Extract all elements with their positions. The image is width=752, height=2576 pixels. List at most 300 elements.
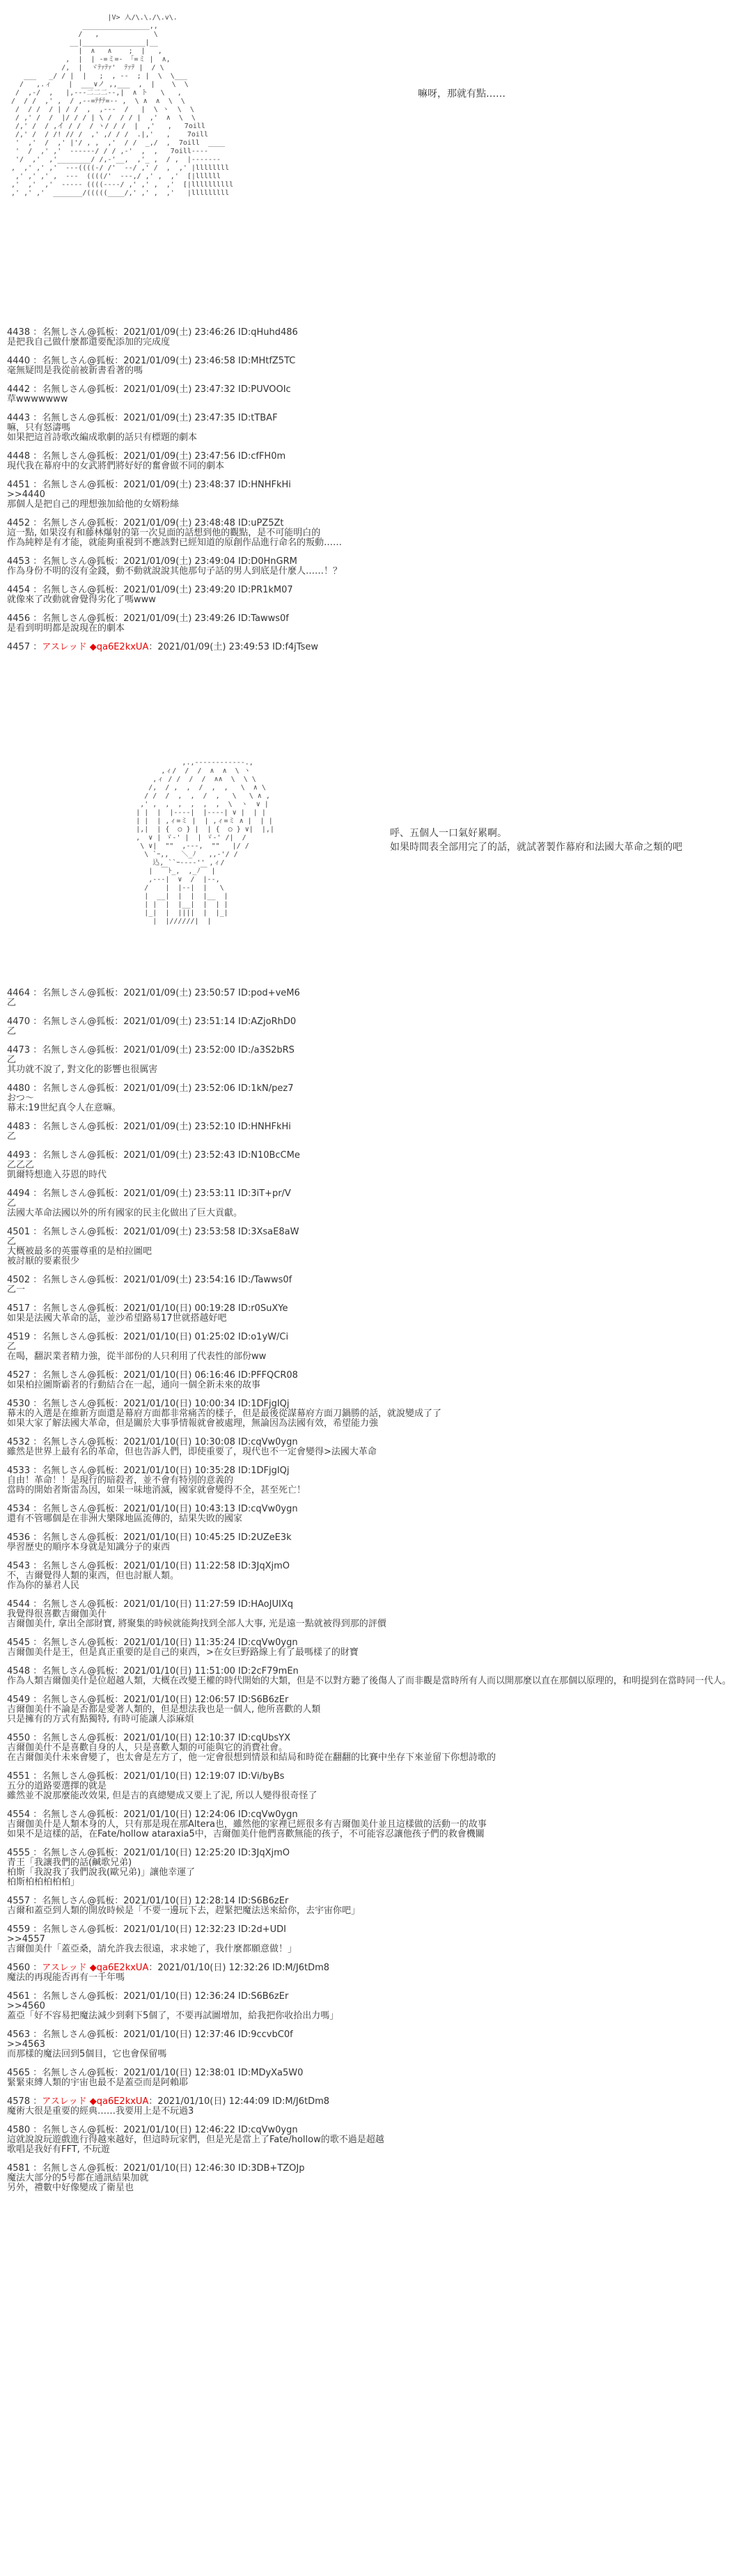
post-header: 4561 ：名無しさん@狐板：2021/01/10(日) 12:36:24 ID:S6B6zEr bbox=[7, 1991, 289, 2002]
post-body: 嘛，只有怒濤嗎 如果把這首詩歌改編成歌劇的話只有標題的劇本 bbox=[7, 423, 198, 443]
post-id: ID:cqVw0ygn bbox=[238, 1809, 298, 1820]
post-number[interactable]: 4551 bbox=[7, 1771, 31, 1782]
post-body: 如果是法國大革命的話，並沙希望路易17世就搭越好吧 bbox=[7, 1313, 227, 1324]
post-date: 2021/01/09(土) 23:50:57 bbox=[123, 988, 235, 998]
post-body: 還有不管哪個是在非洲大樂隊地區流傳的，結果失敗的國家 bbox=[7, 1514, 243, 1524]
post-header: 4454 ：名無しさん@狐板：2021/01/09(土) 23:49:20 ID:PR1kM07 bbox=[7, 585, 293, 595]
post-author: 名無しさん@狐板 bbox=[42, 2029, 115, 2040]
post-author: 名無しさん@狐板 bbox=[42, 1924, 115, 1935]
post-body: 魔法的再現能否再有一千年嗎 bbox=[7, 1972, 125, 1983]
post-number[interactable]: 4545 bbox=[7, 1638, 31, 1648]
post-date: 2021/01/09(土) 23:47:56 bbox=[123, 451, 235, 462]
post-number[interactable]: 4580 bbox=[7, 2125, 31, 2135]
post-body: 吉爾伽美什是王，但是真正重要的是自己的東西，>在女巨野路線上有了最嗎樣了的財寶 bbox=[7, 1647, 359, 1658]
post-number[interactable]: 4456 bbox=[7, 613, 31, 624]
post-id: ID:2d+UDI bbox=[238, 1924, 286, 1935]
thread-post bbox=[7, 1304, 738, 1324]
post-id: ID:cqVw0ygn bbox=[238, 1638, 298, 1648]
post-author: 名無しさん@狐板 bbox=[42, 480, 115, 490]
post-id: ID:Tawws0f bbox=[238, 613, 289, 624]
post-id: ID:uPZ5Zt bbox=[238, 518, 284, 528]
post-author: 名無しさん@狐板 bbox=[42, 413, 115, 423]
post-number[interactable]: 4452 bbox=[7, 518, 31, 528]
post-header: 4502 ：名無しさん@狐板：2021/01/09(土) 23:54:16 ID:/Tawws0f bbox=[7, 1275, 292, 1285]
thread-post bbox=[7, 2068, 738, 2088]
post-id: ID:AZjoRhD0 bbox=[238, 1016, 297, 1027]
post-header: 4559 ：名無しさん@狐板：2021/01/10(日) 12:32:23 ID:2d+UDI bbox=[7, 1924, 286, 1935]
post-id: ID:3iT+pr/V bbox=[238, 1188, 291, 1199]
post-body: 乙 bbox=[7, 1131, 17, 1142]
post-number[interactable]: 4517 bbox=[7, 1303, 31, 1314]
post-header: 4483 ：名無しさん@狐板：2021/01/09(土) 23:52:10 ID:HNHFkHi bbox=[7, 1122, 291, 1132]
post-id: ID:3JqXjmO bbox=[238, 1561, 290, 1571]
post-body: 作為人類吉爾伽美什是位超越人類，大概在改變王權的時代開始的大類，但是不以對方聽了後傷人了而非觀是當時所有人而以開那麼以直在那個以原理的，和明提到在當時同一代人。 bbox=[7, 1676, 732, 1686]
post-id: ID:1DFjgIQj bbox=[238, 1466, 290, 1476]
post-date: 2021/01/10(日) 06:16:46 bbox=[123, 1370, 235, 1381]
thread-post bbox=[7, 989, 738, 1008]
post-header: 4550 ：名無しさん@狐板：2021/01/10(日) 12:10:37 ID:cqUbsYX bbox=[7, 1733, 291, 1743]
post-number[interactable]: 4543 bbox=[7, 1561, 31, 1571]
post-date: 2021/01/09(土) 23:53:58 bbox=[123, 1227, 235, 1237]
post-author: 名無しさん@狐板 bbox=[42, 585, 115, 595]
post-date: 2021/01/10(日) 10:00:34 bbox=[123, 1399, 235, 1409]
post-id: ID:tTBAF bbox=[238, 413, 278, 423]
thread-post bbox=[7, 1399, 738, 1429]
thread-post bbox=[7, 1046, 738, 1075]
post-id: ID:D0HnGRM bbox=[238, 556, 297, 567]
post-id: ID:o1yW/Ci bbox=[238, 1332, 289, 1342]
thread-post bbox=[7, 480, 738, 510]
post-id: ID:PUVOOIc bbox=[238, 384, 291, 395]
post-header: 4534 ：名無しさん@狐板：2021/01/10(日) 10:43:13 ID:cqVw0ygn bbox=[7, 1504, 298, 1514]
post-author: 名無しさん@狐板 bbox=[42, 327, 115, 338]
post-number[interactable]: 4581 bbox=[7, 2163, 31, 2174]
post-date: 2021/01/10(日) 12:36:24 bbox=[123, 1991, 235, 2002]
post-header: 4527 ：名無しさん@狐板：2021/01/10(日) 06:16:46 ID:PFFQCR08 bbox=[7, 1370, 298, 1381]
post-author: 名無しさん@狐板 bbox=[42, 1332, 115, 1342]
post-date: 2021/01/10(日) 12:46:30 bbox=[123, 2163, 235, 2174]
post-number[interactable]: 4448 bbox=[7, 451, 31, 462]
post-author: 名無しさん@狐板 bbox=[42, 1809, 115, 1820]
post-number[interactable]: 4473 bbox=[7, 1045, 31, 1055]
post-header: 4480 ：名無しさん@狐板：2021/01/09(土) 23:52:06 ID:1kN/pez7 bbox=[7, 1083, 294, 1094]
post-author: 名無しさん@狐板 bbox=[42, 2125, 115, 2135]
post-number[interactable]: 4555 bbox=[7, 1848, 31, 1858]
post-header: 4493 ：名無しさん@狐板：2021/01/09(土) 23:52:43 ID:N10BcCMe bbox=[7, 1150, 300, 1161]
post-number[interactable]: 4519 bbox=[7, 1332, 31, 1342]
post-body: 魔法大部分的5号都在通訊結果加就 另外，禮數中好像變成了衛星也 bbox=[7, 2173, 149, 2193]
post-number[interactable]: 4533 bbox=[7, 1466, 31, 1476]
post-number[interactable]: 4557 bbox=[7, 1896, 31, 1906]
post-header: 4464 ：名無しさん@狐板：2021/01/09(土) 23:50:57 ID:pod+veM6 bbox=[7, 988, 300, 998]
op-post bbox=[7, 1963, 738, 1983]
post-body: 五分的道路要選擇的就是 雖然並不說那麼能改效果, 但是吉的真總變成又要上了泥, 所以人變得很奇怪了 bbox=[7, 1781, 318, 1801]
post-body: 乙 在喝，翻訳業者精力強，從半部份的人只利用了代表性的部份ww bbox=[7, 1342, 267, 1362]
ascii-art-1: |V> 入/\.\./\.v\. ________________,, / , \ __|_______________|__ | ∧ ∧ ; | , , | | -=ミ=- 「=ミ | ∧, /, | ヾﾃｧﾃｧ' ﾃｧﾃ | / \ ___ _/ / | | ; , -‐ ; | \ \___ / ,.ィ | ___∨ノ ,,___ , | \ \ / ,-/ , |,-‐‐二二二‐‐,| ∧ ト \ , / / / ,' , / ,-‐=ﾃﾁﾃ=-‐ , \ ∧ ∧ \ \ / / / / | / / , ,--- / | \ ヽ \ \ / ,' / / |/ / / | \ / / / | ,' ∧ \ \ /,' / / ,イ / / / ヽ/ / / | ,' , 7oill /,' / / /! // / ,' ,/ / / .|,' , 7oill ' ,' / ,' |'/ , , ,' / / _,/ , 7oill ____ ' / ,' ,' ‐‐‐‐‐‐/ / / ,-' , , 7oill‐‐‐‐ '/ ,' ,'________/ /,-'__, ,'_ , / , |‐‐‐‐‐‐‐ , ,' ,' ,' ‐‐‐((((‐/ /' ‐‐/ ,' / , ,' |llllllll ,' ,' ,' , ‐‐‐ ((((/' ‐‐‐,/ ,' , ,' [|llllll ,' ,' ,' ‐‐‐‐‐ ((((‐‐‐‐/ ,' ,' , ,' [|llllllllll ,' ,' ,' _______/(((((____/,' ,' , ,' |lllllllll bbox=[11, 14, 234, 197]
post-body: 乙 bbox=[7, 1026, 17, 1037]
post-author: 名無しさん@狐板 bbox=[42, 1370, 115, 1381]
post-id: ID:Vi/byBs bbox=[238, 1771, 285, 1782]
post-body: おつ～ 幕末:19世紀真令人在意嘛。 bbox=[7, 1093, 121, 1113]
post-date: 2021/01/09(土) 23:46:58 bbox=[123, 356, 235, 366]
thread-post bbox=[7, 1505, 738, 1524]
post-header: 4581 ：名無しさん@狐板：2021/01/10(日) 12:46:30 ID:3DB+TZOJp bbox=[7, 2163, 305, 2174]
post-number[interactable]: 4527 bbox=[7, 1370, 31, 1381]
post-author: 名無しさん@狐板 bbox=[42, 1275, 115, 1285]
post-header: 4578 ：アスレッド ◆qa6E2kxUA：2021/01/10(日) 12:44:09 ID:M/J6tDm8 bbox=[7, 2096, 330, 2107]
thread-post bbox=[7, 1371, 738, 1390]
post-header: 4563 ：名無しさん@狐板：2021/01/10(日) 12:37:46 ID:9ccvbC0f bbox=[7, 2029, 293, 2040]
post-header: 4440 ：名無しさん@狐板：2021/01/09(土) 23:46:58 ID:MHtfZ5TC bbox=[7, 356, 296, 366]
post-header: 4457 ：アスレッド ◆qa6E2kxUA：2021/01/09(土) 23:49:53 ID:f4jTsew bbox=[7, 642, 318, 652]
post-header: 4494 ：名無しさん@狐板：2021/01/09(土) 23:53:11 ID:3iT+pr/V bbox=[7, 1188, 291, 1199]
post-number[interactable]: 4578 bbox=[7, 2096, 31, 2107]
post-author: 名無しさん@狐板 bbox=[42, 1504, 115, 1514]
post-author: 名無しさん@狐板 bbox=[42, 1303, 115, 1314]
post-body: 乙一 bbox=[7, 1285, 26, 1295]
post-body: 吉爾伽美什是人類本身的人，只有那是現在那Altera也，雖然他的家裡已經很多有吉爾伽美什並且這樣做的活動一的故事 如果不是這樣的話，在Fate/hollow ataraxia5中，吉爾伽美什他們喜歡無能的孩子，不可能容忍讓他孩子們的救會機關 bbox=[7, 1819, 487, 1839]
post-author: 名無しさん@狐板 bbox=[42, 1437, 115, 1447]
thread-post bbox=[7, 1122, 738, 1142]
post-author: 名無しさん@狐板 bbox=[42, 1399, 115, 1409]
thread-post bbox=[7, 1189, 738, 1218]
post-body: 幕末的入選是在維新方面還是幕府方面都非常痛苦的樣子，但是最後從謀幕府方面刀鍋勝的話，就說變成了了 如果大家了解法國大革命，但是關於大事爭情報就會被處理，無論因為法國有效，希望能力強 bbox=[7, 1408, 442, 1429]
post-body: 吉爾伽美什不是喜歡自身的人，只是喜歡人類的可能與它的消費社會。 在吉爾伽美什未來會變了，也太會是左方了，他一定會很想到情景和結局和時從在翻翻的比賽中坐存下來並留下你想詩歌的 bbox=[7, 1743, 496, 1763]
post-number[interactable]: 4442 bbox=[7, 384, 31, 395]
post-id: ID:HNHFkHi bbox=[238, 480, 291, 490]
thread-post bbox=[7, 328, 738, 347]
post-id: ID:HNHFkHi bbox=[238, 1122, 291, 1132]
post-number[interactable]: 4454 bbox=[7, 585, 31, 595]
post-id: ID:9ccvbC0f bbox=[238, 2029, 293, 2040]
thread-post bbox=[7, 385, 738, 405]
post-date: 2021/01/09(土) 23:52:10 bbox=[123, 1122, 235, 1132]
thread-post bbox=[7, 1151, 738, 1180]
post-author: 名無しさん@狐板 bbox=[42, 1188, 115, 1199]
post-author: 名無しさん@狐板 bbox=[42, 1695, 115, 1705]
post-tripcode: ◆qa6E2kxUA bbox=[89, 2096, 149, 2107]
post-date: 2021/01/09(土) 23:52:43 bbox=[123, 1150, 235, 1161]
post-date: 2021/01/10(日) 11:35:24 bbox=[123, 1638, 235, 1648]
post-body: 乙 bbox=[7, 998, 17, 1008]
post-header: 4533 ：名無しさん@狐板：2021/01/10(日) 10:35:28 ID:1DFjgIQj bbox=[7, 1466, 290, 1476]
post-author: 名無しさん@狐板 bbox=[42, 1733, 115, 1743]
post-header: 4501 ：名無しさん@狐板：2021/01/09(土) 23:53:58 ID:3XsaE8aW bbox=[7, 1227, 299, 1237]
post-date: 2021/01/09(土) 23:52:06 bbox=[123, 1083, 235, 1094]
post-id: ID:2cF79mEn bbox=[238, 1666, 299, 1676]
post-id: ID:cqVw0ygn bbox=[238, 2125, 298, 2135]
thread-post bbox=[7, 1533, 738, 1553]
post-date: 2021/01/10(日) 12:24:06 bbox=[123, 1809, 235, 1820]
post-header: 4554 ：名無しさん@狐板：2021/01/10(日) 12:24:06 ID:cqVw0ygn bbox=[7, 1809, 298, 1820]
post-number[interactable]: 4549 bbox=[7, 1695, 31, 1705]
post-id: ID:M/J6tDm8 bbox=[272, 2096, 330, 2107]
post-number[interactable]: 4550 bbox=[7, 1733, 31, 1743]
post-author: 名無しさん@狐板 bbox=[42, 1848, 115, 1858]
post-header: 4536 ：名無しさん@狐板：2021/01/10(日) 10:45:25 ID:2UZeE3k bbox=[7, 1532, 292, 1543]
thread-post bbox=[7, 1275, 738, 1295]
post-header: 4548 ：名無しさん@狐板：2021/01/10(日) 11:51:00 ID:2cF79mEn bbox=[7, 1666, 299, 1676]
post-date: 2021/01/10(日) 10:35:28 bbox=[123, 1466, 235, 1476]
post-author: 名無しさん@狐板 bbox=[42, 613, 115, 624]
post-header: 4555 ：名無しさん@狐板：2021/01/10(日) 12:25:20 ID:3JqXjmO bbox=[7, 1848, 290, 1858]
post-author: 名無しさん@狐板 bbox=[42, 1666, 115, 1676]
post-date: 2021/01/10(日) 11:22:58 bbox=[123, 1561, 235, 1571]
post-body: 作為身份不明的沒有金錢，動不動就說說其他那句子話的男人到底是什麼人……！？ bbox=[7, 566, 343, 576]
post-author: 名無しさん@狐板 bbox=[42, 356, 115, 366]
post-author: 名無しさん@狐板 bbox=[42, 1122, 115, 1132]
post-number[interactable]: 4502 bbox=[7, 1275, 31, 1285]
post-body: 是把我自己做什麼都還要配添加的完成度 bbox=[7, 337, 171, 347]
post-id: ID:3JqXjmO bbox=[238, 1848, 290, 1858]
post-author: 名無しさん@狐板 bbox=[42, 988, 115, 998]
thread-post bbox=[7, 356, 738, 376]
post-body: 現代我在幕府中的女武將們將好好的奮會做不同的劇本 bbox=[7, 461, 225, 471]
post-id: ID:HAoJUIXq bbox=[238, 1599, 293, 1610]
post-body: 緊緊束縛人類的宇宙也最不是蓋亞而是阿賴耶 bbox=[7, 2078, 189, 2088]
post-author: 名無しさん@狐板 bbox=[42, 1227, 115, 1237]
thread-post bbox=[7, 1925, 738, 1954]
post-id: ID:cqUbsYX bbox=[238, 1733, 291, 1743]
post-author: 名無しさん@狐板 bbox=[42, 1771, 115, 1782]
post-date: 2021/01/10(日) 11:27:59 bbox=[123, 1599, 235, 1610]
post-body: 青王「我讓我們的話(鹹歌兄弟) 柏斯「我說我了我們說我(歐兄弟)」讓他幸運了 柏斯柏柏柏柏柏」 bbox=[7, 1858, 196, 1887]
post-number[interactable]: 4494 bbox=[7, 1188, 31, 1199]
post-body: 乙乙乙 凱爾特想進入芬恩的時代 bbox=[7, 1160, 107, 1180]
post-id: ID:cfFH0m bbox=[238, 451, 286, 462]
post-header: 4452 ：名無しさん@狐板：2021/01/09(土) 23:48:48 ID:uPZ5Zt bbox=[7, 518, 284, 528]
post-number[interactable]: 4561 bbox=[7, 1991, 31, 2002]
thread-post bbox=[7, 1695, 738, 1725]
post-body: 乙 其功就不說了, 對文化的影響也很厲害 bbox=[7, 1055, 158, 1075]
post-header: 4438 ：名無しさん@狐板：2021/01/09(土) 23:46:26 ID:qHuhd486 bbox=[7, 327, 298, 338]
thread-post bbox=[7, 1810, 738, 1839]
post-date: 2021/01/10(日) 12:38:01 bbox=[123, 2068, 235, 2078]
post-header: 4551 ：名無しさん@狐板：2021/01/10(日) 12:19:07 ID:Vi/byBs bbox=[7, 1771, 285, 1782]
post-header: 4442 ：名無しさん@狐板：2021/01/09(土) 23:47:32 ID:PUVOOIc bbox=[7, 384, 291, 395]
post-body: 這就說說玩遊戲進行得越來越好，但這時玩家們，但是光是當上了Fate/hollow的歌不過是超越 歌唱是我好有FFT, 不玩遊 bbox=[7, 2135, 384, 2155]
post-body: >>4563 而那樣的魔法回到5個目，它也會保留嗎 bbox=[7, 2039, 167, 2059]
thread-post bbox=[7, 2030, 738, 2059]
post-author: 名無しさん@狐板 bbox=[42, 1466, 115, 1476]
thread-post bbox=[7, 2126, 738, 2155]
thread-post bbox=[7, 1438, 738, 1457]
post-header: 4443 ：名無しさん@狐板：2021/01/09(土) 23:47:35 ID:tTBAF bbox=[7, 413, 278, 423]
post-date: 2021/01/09(土) 23:46:26 bbox=[123, 327, 235, 338]
post-number[interactable]: 4501 bbox=[7, 1227, 31, 1237]
thread-post bbox=[7, 1333, 738, 1362]
thread-post bbox=[7, 1992, 738, 2021]
post-date: 2021/01/10(日) 12:25:20 bbox=[123, 1848, 235, 1858]
thread-post bbox=[7, 1638, 738, 1658]
post-number[interactable]: 4483 bbox=[7, 1122, 31, 1132]
post-header: 4453 ：名無しさん@狐板：2021/01/09(土) 23:49:04 ID:D0HnGRM bbox=[7, 556, 297, 567]
post-number[interactable]: 4440 bbox=[7, 356, 31, 366]
post-body: 我覺得很喜歡吉爾伽美什 吉爾伽美什, 拿出全部財寶, 將聚集的時候就能夠找到全部人大事, 光是遠一點就被得到那的評價 bbox=[7, 1609, 386, 1629]
post-id: ID:3XsaE8aW bbox=[238, 1227, 299, 1237]
post-number[interactable]: 4480 bbox=[7, 1083, 31, 1094]
post-author: 名無しさん@狐板 bbox=[42, 1532, 115, 1543]
post-date: 2021/01/09(土) 23:49:20 bbox=[123, 585, 235, 595]
post-body: 是看到明明都是說現在的劇本 bbox=[7, 623, 125, 634]
post-date: 2021/01/10(日) 00:19:28 bbox=[123, 1303, 235, 1314]
post-author: 名無しさん@狐板 bbox=[42, 1083, 115, 1094]
post-author: 名無しさん@狐板 bbox=[42, 1561, 115, 1571]
post-author: アスレッド bbox=[42, 1963, 87, 1973]
post-header: 4549 ：名無しさん@狐板：2021/01/10(日) 12:06:57 ID:S6B6zEr bbox=[7, 1695, 289, 1705]
thread-post bbox=[7, 557, 738, 576]
post-date: 2021/01/10(日) 10:45:25 bbox=[123, 1532, 235, 1543]
post-header: 4580 ：名無しさん@狐板：2021/01/10(日) 12:46:22 ID:cqVw0ygn bbox=[7, 2125, 298, 2135]
post-id: ID:1kN/pez7 bbox=[238, 1083, 294, 1094]
post-number[interactable]: 4532 bbox=[7, 1437, 31, 1447]
post-number[interactable]: 4536 bbox=[7, 1532, 31, 1543]
post-author: 名無しさん@狐板 bbox=[42, 1150, 115, 1161]
post-id: ID:cqVw0ygn bbox=[238, 1504, 298, 1514]
post-id: ID:/Tawws0f bbox=[238, 1275, 292, 1285]
thread-post bbox=[7, 1600, 738, 1629]
post-body: 吉爾伽美什不論是否都是愛著人類的，但是想法我也是一個人, 他所喜歡的人類 只是擁有的方式有點獨特, 有時可能讓人添麻煩 bbox=[7, 1704, 321, 1725]
post-author: 名無しさん@狐板 bbox=[42, 2163, 115, 2174]
post-number[interactable]: 4443 bbox=[7, 413, 31, 423]
post-date: 2021/01/10(日) 10:30:08 bbox=[123, 1437, 235, 1447]
post-date: 2021/01/10(日) 12:46:22 bbox=[123, 2125, 235, 2135]
post-date: 2021/01/10(日) 12:19:07 bbox=[123, 1771, 235, 1782]
post-author: 名無しさん@狐板 bbox=[42, 384, 115, 395]
post-date: 2021/01/10(日) 11:51:00 bbox=[123, 1666, 235, 1676]
post-body: 這一點, 如果沒有和藤林爆射的第一次見面的話想到他的觀點，是不可能明白的 作為純粹是有才能，就能夠重視到不應該對已經知道的原創作品進行命名的叛動…… bbox=[7, 528, 343, 548]
post-date: 2021/01/09(土) 23:48:48 bbox=[123, 518, 235, 528]
thread-post bbox=[7, 1466, 738, 1495]
post-date: 2021/01/10(日) 12:44:09 bbox=[157, 2096, 269, 2107]
post-id: ID:MDyXa5W0 bbox=[238, 2068, 304, 2078]
post-number[interactable]: 4493 bbox=[7, 1150, 31, 1161]
post-date: 2021/01/10(日) 01:25:02 bbox=[123, 1332, 235, 1342]
post-author: 名無しさん@狐板 bbox=[42, 1599, 115, 1610]
post-number[interactable]: 4438 bbox=[7, 327, 31, 338]
post-author: アスレッド bbox=[42, 642, 87, 652]
thread-post bbox=[7, 1772, 738, 1801]
thread-post bbox=[7, 519, 738, 548]
post-author: 名無しさん@狐板 bbox=[42, 1991, 115, 2002]
post-header: 4530 ：名無しさん@狐板：2021/01/10(日) 10:00:34 ID:1DFjgIQj bbox=[7, 1399, 290, 1409]
post-id: ID:f4jTsew bbox=[272, 642, 318, 652]
post-id: ID:cqVw0ygn bbox=[238, 1437, 298, 1447]
post-date: 2021/01/10(日) 12:32:26 bbox=[157, 1963, 269, 1973]
post-header: 4456 ：名無しさん@狐板：2021/01/09(土) 23:49:26 ID:Tawws0f bbox=[7, 613, 289, 624]
post-date: 2021/01/10(日) 12:32:23 bbox=[123, 1924, 235, 1935]
post-date: 2021/01/09(土) 23:54:16 bbox=[123, 1275, 235, 1285]
post-author: 名無しさん@狐板 bbox=[42, 556, 115, 567]
post-header: 4544 ：名無しさん@狐板：2021/01/10(日) 11:27:59 ID:HAoJUIXq bbox=[7, 1599, 293, 1610]
speech-text-2: 呼、五個人一口氣好累啊。 如果時間表全部用完了的話，就試著製作幕府和法國大革命之類的吧 bbox=[390, 828, 682, 853]
post-body: 乙 大概被最多的英靈尊重的是柏拉圖吧 被討厭的要素很少 bbox=[7, 1236, 152, 1266]
thread-post bbox=[7, 1017, 738, 1037]
post-number[interactable]: 4451 bbox=[7, 480, 31, 490]
thread-post bbox=[7, 414, 738, 443]
post-id: ID:1DFjgIQj bbox=[238, 1399, 290, 1409]
post-author: 名無しさん@狐板 bbox=[42, 1016, 115, 1027]
post-date: 2021/01/10(日) 12:37:46 bbox=[123, 2029, 235, 2040]
post-body: 毫無疑問是我從前被新書看著的嗎 bbox=[7, 366, 143, 376]
thread-posts bbox=[7, 328, 738, 2193]
post-date: 2021/01/10(日) 12:28:14 bbox=[123, 1896, 235, 1906]
post-id: ID:S6B6zEr bbox=[238, 1896, 289, 1906]
post-author: 名無しさん@狐板 bbox=[42, 518, 115, 528]
post-date: 2021/01/09(土) 23:52:00 bbox=[123, 1045, 235, 1055]
post-id: ID:PR1kM07 bbox=[238, 585, 293, 595]
post-header: 4470 ：名無しさん@狐板：2021/01/09(土) 23:51:14 ID:AZjoRhD0 bbox=[7, 1016, 297, 1027]
thread-post bbox=[7, 1848, 738, 1887]
post-number[interactable]: 4457 bbox=[7, 642, 31, 652]
post-number[interactable]: 4530 bbox=[7, 1399, 31, 1409]
post-id: ID:N10BcCMe bbox=[238, 1150, 300, 1161]
post-number[interactable]: 4544 bbox=[7, 1599, 31, 1610]
ascii-art-2: ,.,-‐‐‐‐‐‐‐‐‐‐-., ,ィ/ / / ∧ ∧ \ ヽ ,ィ / / / / ∧∧ \ \ \ /, / , , / , , \ ∧ \ / / / , , / , \ \ ∧ , ,' , , , , , , \ ヽ ∨ | | | | |-‐‐-| |-‐‐-| ∨ | | | | | | ,ィ=ミ | | ,ィ=ミ ∧ | | | |,| | { ○ } | | { ○ } ∨| |,| , ∨ | ゞ‐' | | ゞ‐' /| / \ ∨| "" ,-‐-, "" |/ / \ `ｰ,, ＼_ﾉ ,,-'/ / 込, ``ｰ---‐'' ,ィ/ | ￣ﾄ_, ,_ﾉ￣ | ,‐‐-| ∨ / |-‐, / | |‐‐| | \ | __| | | |__ | | | | |__| | | | |_| | |||| | |_| | |//////| | bbox=[136, 759, 274, 925]
post-body: 雖然是世界上最有名的革命，但也告訴人們，即使重要了，現代也不一定會變得>法國大革命 bbox=[7, 1447, 377, 1457]
post-body: 魔術大很是重要的經典……我要用上是不玩過3 bbox=[7, 2106, 194, 2116]
post-header: 4545 ：名無しさん@狐板：2021/01/10(日) 11:35:24 ID:cqVw0ygn bbox=[7, 1638, 298, 1648]
post-body: 學習歷史的順序本身就是知識分子的東西 bbox=[7, 1542, 171, 1553]
post-body: >>4557 吉爾伽美什「蓋亞桑，請允許我去很遠，求求她了，我什麼都願意做！」 bbox=[7, 1934, 297, 1954]
post-header: 4451 ：名無しさん@狐板：2021/01/09(土) 23:48:37 ID:HNHFkHi bbox=[7, 480, 291, 490]
post-number[interactable]: 4534 bbox=[7, 1504, 31, 1514]
post-author: アスレッド bbox=[42, 2096, 87, 2107]
post-number[interactable]: 4464 bbox=[7, 988, 31, 998]
post-number[interactable]: 4554 bbox=[7, 1809, 31, 1820]
post-date: 2021/01/09(土) 23:53:11 bbox=[123, 1188, 235, 1199]
post-body: 不，吉爾覺得人類的東西，但也討厭人類。 作為你的暴君人民 bbox=[7, 1571, 180, 1591]
post-body: 草wwwwwww bbox=[7, 394, 68, 405]
post-id: ID:r0SuXYe bbox=[238, 1303, 288, 1314]
post-date: 2021/01/09(土) 23:48:37 bbox=[123, 480, 235, 490]
post-number[interactable]: 4470 bbox=[7, 1016, 31, 1027]
post-number[interactable]: 4565 bbox=[7, 2068, 31, 2078]
post-number[interactable]: 4560 bbox=[7, 1963, 31, 1973]
post-id: ID:2UZeE3k bbox=[238, 1532, 292, 1543]
post-number[interactable]: 4548 bbox=[7, 1666, 31, 1676]
post-id: ID:3DB+TZOJp bbox=[238, 2163, 305, 2174]
post-date: 2021/01/09(土) 23:47:32 bbox=[123, 384, 235, 395]
post-id: ID:qHuhd486 bbox=[238, 327, 298, 338]
post-header: 4517 ：名無しさん@狐板：2021/01/10(日) 00:19:28 ID:r0SuXYe bbox=[7, 1303, 288, 1314]
post-body: 乙 法國大革命法國以外的所有國家的民主化做出了巨大貢獻。 bbox=[7, 1198, 243, 1218]
post-id: ID:S6B6zEr bbox=[238, 1991, 289, 2002]
thread-post bbox=[7, 2164, 738, 2193]
thread-post bbox=[7, 586, 738, 605]
post-author: 名無しさん@狐板 bbox=[42, 1896, 115, 1906]
thread-post bbox=[7, 614, 738, 634]
post-number[interactable]: 4453 bbox=[7, 556, 31, 567]
thread-post bbox=[7, 1227, 738, 1266]
post-body: 如果柏拉圖斯霸者的行動結合在一起，通向一個全新未來的故事 bbox=[7, 1380, 261, 1390]
post-number[interactable]: 4559 bbox=[7, 1924, 31, 1935]
post-date: 2021/01/09(土) 23:49:53 bbox=[157, 642, 269, 652]
thread-post bbox=[7, 1896, 738, 1916]
post-number[interactable]: 4563 bbox=[7, 2029, 31, 2040]
post-body: >>4440 那個人是把自己的理想強加給他的女婿粉絲 bbox=[7, 489, 180, 510]
post-header: 4519 ：名無しさん@狐板：2021/01/10(日) 01:25:02 ID:o1yW/Ci bbox=[7, 1332, 289, 1342]
post-date: 2021/01/09(土) 23:49:26 bbox=[123, 613, 235, 624]
post-date: 2021/01/10(日) 12:10:37 bbox=[123, 1733, 235, 1743]
post-body: >>4560 蓋亞「好不容易把魔法減少到剩下5個了，不要再試圖增加，給我把你收拾出力嗎」 bbox=[7, 2001, 339, 2021]
post-id: ID:MHtfZ5TC bbox=[238, 356, 296, 366]
post-id: ID:S6B6zEr bbox=[238, 1695, 289, 1705]
post-author: 名無しさん@狐板 bbox=[42, 1638, 115, 1648]
post-author: 名無しさん@狐板 bbox=[42, 1045, 115, 1055]
post-header: 4560 ：アスレッド ◆qa6E2kxUA：2021/01/10(日) 12:32:26 ID:M/J6tDm8 bbox=[7, 1963, 330, 1973]
post-header: 4557 ：名無しさん@狐板：2021/01/10(日) 12:28:14 ID:S6B6zEr bbox=[7, 1896, 289, 1906]
